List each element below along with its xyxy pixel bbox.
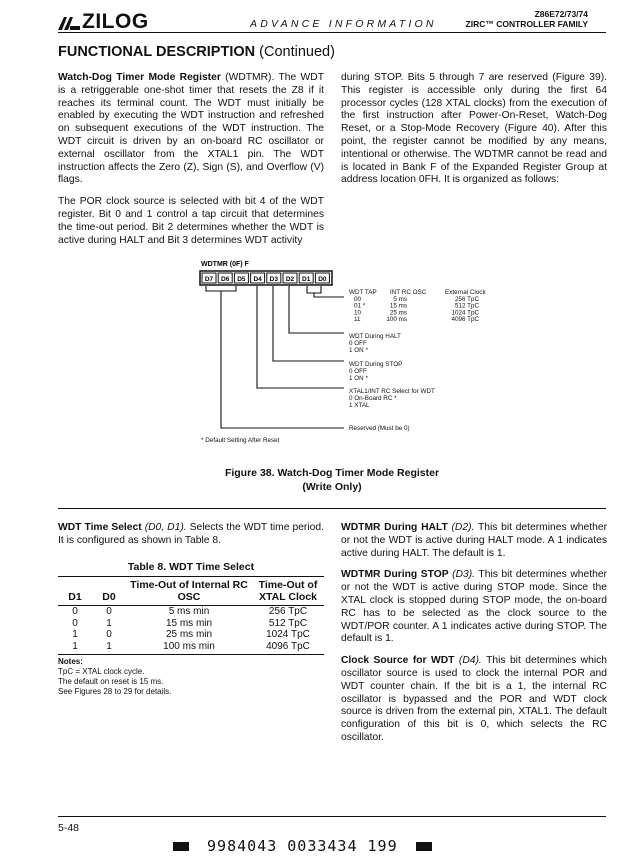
- wdtmr-heading: Watch-Dog Timer Mode Register: [58, 72, 221, 83]
- halt-heading: WDTMR During HALT: [341, 522, 448, 533]
- bit-label: D2: [285, 276, 295, 283]
- table-8-row: [58, 606, 324, 618]
- figure-caption-line-1: Figure 38. Watch-Dog Timer Mode Register: [224, 467, 440, 479]
- header-family: ZIRC™ CONTROLLER FAMILY: [465, 19, 588, 29]
- figure-caption-line-2: (Write Only): [302, 481, 362, 493]
- tap-cell: 256 TpC: [454, 296, 479, 303]
- barcode-block-right: [416, 842, 432, 851]
- bit-label: D4: [253, 276, 262, 283]
- clock-paragraph: [341, 655, 607, 745]
- tap-cell: 512 TpC: [454, 302, 479, 310]
- xtal-onboard: 0 On-Board RC *: [349, 395, 397, 402]
- right-descriptions: [341, 522, 607, 754]
- stop-off: 0 OFF: [349, 368, 367, 375]
- table-8-cell: 1: [106, 617, 112, 629]
- barcode: [173, 837, 432, 855]
- wdt-time-select-paragraph: [58, 522, 324, 548]
- bit-leader-lines: [206, 286, 344, 428]
- tap-cell: 4096 TpC: [451, 316, 479, 324]
- intro-left-column: [58, 72, 324, 256]
- table-8-title: Table 8. WDT Time Select: [127, 561, 255, 573]
- table-8-cell: 15 ms min: [165, 617, 213, 629]
- note-3: See Figures 28 to 29 for details.: [58, 687, 172, 696]
- bit-label: D0: [318, 276, 327, 283]
- table-8: [58, 576, 324, 697]
- wdtmr-paragraph-1: [58, 72, 324, 187]
- header-center: ADVANCE INFORMATION: [250, 18, 437, 30]
- table-8-cell: 0: [106, 606, 112, 617]
- table-8-row: [58, 629, 324, 641]
- tap-header-1: INT RC OSC: [390, 289, 427, 296]
- table-8-cell: 512 TpC: [268, 617, 308, 629]
- halt-legend: [349, 333, 401, 354]
- bit-label: D6: [221, 276, 230, 283]
- table-8-cell: 25 ms min: [165, 629, 213, 640]
- halt-off: 0 OFF: [349, 340, 367, 347]
- bit-label: D1: [302, 276, 311, 283]
- halt-paragraph: [341, 522, 607, 560]
- wdt-time-select-text: Selects the WDT time period. It is configured as shown in Table 8.: [58, 522, 324, 546]
- notes-label: Notes:: [58, 657, 83, 666]
- header-rule: [58, 32, 606, 33]
- stop-heading: WDTMR During STOP: [341, 569, 449, 581]
- note-1: TpC = XTAL clock cycle.: [58, 667, 145, 676]
- stop-legend: [349, 361, 402, 382]
- reserved-label: Reserved (Must be 0): [349, 425, 410, 432]
- tap-cell: 00: [354, 296, 362, 303]
- section-title: [58, 44, 335, 60]
- table-8-cell: 4096 TpC: [266, 640, 310, 652]
- halt-on: 1 ON *: [349, 347, 368, 354]
- tap-header-0: WDT TAP: [349, 289, 377, 296]
- bit-label: D7: [204, 276, 214, 283]
- footer-rule: [58, 816, 606, 817]
- tap-cell: 1024 TpC: [451, 309, 479, 317]
- stop-text: This bit determines whether or not the WDT is active during STOP mode. Since the XTAL clock is stopped during STOP mode, the on-board RC has to be selected as the clock source to the WDT/POR counter. A 1 indicates active during STOP. The default is 1.: [341, 569, 607, 645]
- table-8-cell: 1024 TpC: [266, 629, 310, 640]
- table-8-header-row: [58, 577, 324, 606]
- register-label: WDTMR (0F) F: [201, 261, 249, 268]
- halt-title: WDT During HALT: [349, 333, 401, 340]
- intro-right-column: [341, 72, 607, 196]
- tap-cell: 25 ms: [389, 309, 407, 317]
- table-8-row: [58, 641, 324, 653]
- stop-title: WDT During STOP: [349, 361, 403, 368]
- table-8-cell: 0: [72, 617, 78, 629]
- wdt-time-select-heading: WDT Time Select: [58, 522, 142, 533]
- zilog-logo: [58, 10, 149, 34]
- halt-text: This bit determines whether or not the WDT is active during HALT mode. A 1 indicates active during HALT. The default is 1.: [341, 522, 607, 559]
- xtal-title: XTAL1/INT RC Select for WDT: [349, 388, 435, 395]
- table-8-header-d1: D1: [68, 591, 82, 603]
- header-right: [466, 9, 588, 29]
- stop-on: 1 ON *: [349, 375, 368, 382]
- table-8-header-rc: Time-Out of Internal RC OSC: [130, 579, 248, 603]
- section-rule: [58, 508, 606, 509]
- wdtmr-paragraph-1-text: (WDTMR). The WDT is a retriggerable one-shot timer that resets the Z8 if it reaches its terminal count. The WDT must initially be enabled by executing the WDT instruction and refreshed on subsequent executions of the WDT instruction. The WDT circuit is driven by an on-board RC oscillator or external oscillator from the XTAL1 pin. The WDT instruction affects the Zero (Z), Sign (S), and Overflow (V) flags.: [58, 72, 324, 186]
- tap-cell: 01 *: [354, 302, 366, 310]
- default-footnote: * Default Setting After Reset: [201, 437, 280, 444]
- barcode-text: 9984043 0033434 199: [207, 837, 398, 855]
- bit-label: D5: [237, 276, 246, 283]
- page-number: 5-48: [58, 822, 80, 834]
- note-2: The default on reset is 15 ms.: [58, 677, 164, 686]
- table-8-cell: 256 TpC: [268, 606, 308, 617]
- bit-label: D3: [269, 276, 278, 283]
- table-8-header-xtal: Time-Out of XTAL Clock: [258, 579, 318, 603]
- barcode-block-left: [173, 842, 189, 851]
- table-8-cell: 5 ms min: [168, 606, 210, 617]
- wdt-time-select: [58, 522, 324, 557]
- clock-bit: (D4).: [458, 655, 482, 667]
- table-8-cell: 1: [106, 640, 112, 652]
- section-title-bold: FUNCTIONAL DESCRIPTION: [58, 44, 256, 60]
- section-title-rest: (Continued): [259, 44, 335, 60]
- table-8-header-d0: D0: [102, 591, 116, 603]
- tap-cell: 15 ms: [389, 302, 407, 310]
- tap-cell: 11: [354, 316, 361, 324]
- figure-caption: [58, 466, 606, 494]
- stop-bit: (D3).: [452, 569, 476, 581]
- table-8-grid: [58, 577, 324, 652]
- header-part-number: Z86E72/73/74: [534, 9, 588, 19]
- table-8-cell: 1: [72, 640, 78, 652]
- tap-cell: 100 ms: [386, 316, 407, 324]
- table-8-cell: 1: [72, 629, 78, 640]
- halt-bit: (D2).: [451, 522, 475, 533]
- wdt-time-select-bits: (D0, D1).: [144, 522, 187, 533]
- wdtmr-register-diagram: [58, 258, 606, 448]
- xtal-xtal: 1 XTAL: [349, 402, 370, 409]
- table-8-bottom-rule: [58, 654, 324, 655]
- wdtmr-paragraph-3: during STOP. Bits 5 through 7 are reserved (Figure 39). This register is accessible only during the first 64 processor cycles (128 XTAL clocks) from the execution of the first instruction after Power-On-Reset, Watch-Dog Reset, or a Stop-Mode Recovery (Figure 40). After this point, the register cannot be modified by any means, intentional or otherwise. The WDTMR cannot be read and is located in Bank F of the Expanded Register Group at address location 0FH. It is organized as follows:: [341, 72, 607, 186]
- table-8-cell: 0: [72, 606, 78, 617]
- xtal-legend: [349, 388, 435, 409]
- stop-paragraph: [341, 569, 607, 646]
- table-8-cell: 0: [106, 629, 112, 640]
- logo-text: ZILOG: [82, 10, 149, 33]
- table-8-notes: [58, 657, 324, 697]
- figure-38: [58, 258, 606, 448]
- tap-table: [349, 289, 486, 323]
- wdtmr-paragraph-2: The POR clock source is selected with bit 4 of the WDT register. Bit 0 and 1 control a tap circuit that determines the time-out period. Bit 2 determines whether the WDT is active during HALT and Bit 3 determines WDT activity: [58, 196, 324, 246]
- bit-boxes: [200, 271, 332, 285]
- table-8-cell: 100 ms min: [163, 640, 215, 652]
- clock-heading: Clock Source for WDT: [341, 655, 455, 667]
- table-8-row: [58, 618, 324, 630]
- tap-cell: 10: [354, 309, 362, 317]
- zilog-logo-icon: [58, 15, 80, 31]
- tap-cell: 5 ms: [393, 296, 407, 303]
- tap-header-2: External Clock: [445, 289, 486, 296]
- clock-text: This bit determines which oscillator source is used to clock the internal POR and WDT counter chain. If the bit is a 1, the internal RC oscillator is bypassed and the POR and WDT clock source is driven from the external pin, XTAL1. The default configuration of this bit is 0, which selects the RC oscillator.: [341, 655, 607, 743]
